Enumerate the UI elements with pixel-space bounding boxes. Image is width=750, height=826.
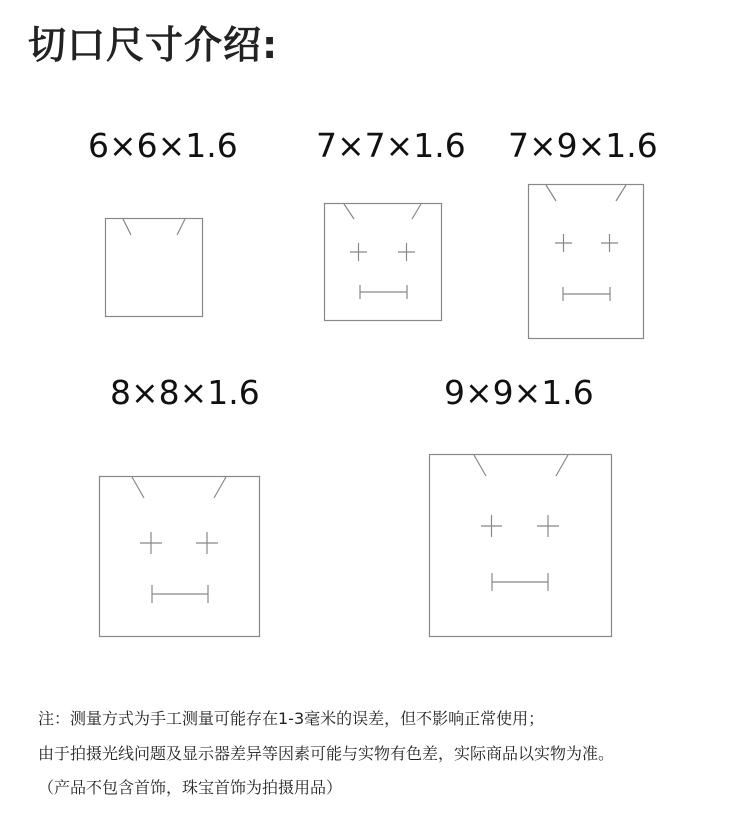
pin-hole-left — [350, 243, 367, 261]
pin-hole-left — [140, 532, 162, 554]
chain-slot — [360, 285, 407, 299]
note-color-difference: 由于拍摄光线问题及显示器差异等因素可能与实物有色差，实际商品以实物为准。 — [38, 744, 615, 763]
cutout-card-9x9 — [429, 454, 613, 638]
ear-slot-left — [546, 185, 556, 201]
page-title: 切口尺寸介绍: — [28, 23, 279, 67]
note-jewelry-not-included: （产品不包含首饰，珠宝首饰为拍摄用品） — [38, 778, 343, 797]
chain-slot — [492, 573, 548, 591]
pin-hole-right — [398, 243, 415, 261]
size-label-6x6: 6×6×1.6 — [88, 126, 238, 165]
note-measurement: 注：测量方式为手工测量可能存在1-3毫米的误差，但不影响正常使用； — [38, 709, 545, 728]
chain-slot — [563, 287, 610, 301]
size-label-7x9: 7×9×1.6 — [508, 126, 658, 165]
cutout-card-7x9 — [528, 184, 646, 340]
chain-slot — [152, 585, 208, 603]
pin-hole-right — [601, 234, 618, 252]
ear-slot-right — [556, 455, 568, 476]
ear-slot-right — [177, 219, 185, 235]
cutout-card-8x8 — [99, 476, 261, 638]
ear-slot-left — [344, 204, 354, 219]
cutout-card-6x6 — [105, 218, 205, 318]
size-label-7x7: 7×7×1.6 — [316, 126, 466, 165]
size-label-8x8: 8×8×1.6 — [110, 373, 260, 412]
ear-slot-right — [616, 185, 626, 201]
size-label-9x9: 9×9×1.6 — [444, 373, 594, 412]
ear-slot-right — [214, 477, 226, 498]
ear-slot-left — [132, 477, 144, 498]
pin-hole-left — [481, 515, 502, 537]
cutout-card-7x7 — [324, 203, 444, 323]
pin-hole-left — [555, 234, 572, 252]
ear-slot-left — [474, 455, 486, 476]
ear-slot-right — [412, 204, 421, 219]
pin-hole-right — [196, 532, 218, 554]
pin-hole-right — [537, 515, 559, 537]
ear-slot-left — [123, 219, 131, 235]
